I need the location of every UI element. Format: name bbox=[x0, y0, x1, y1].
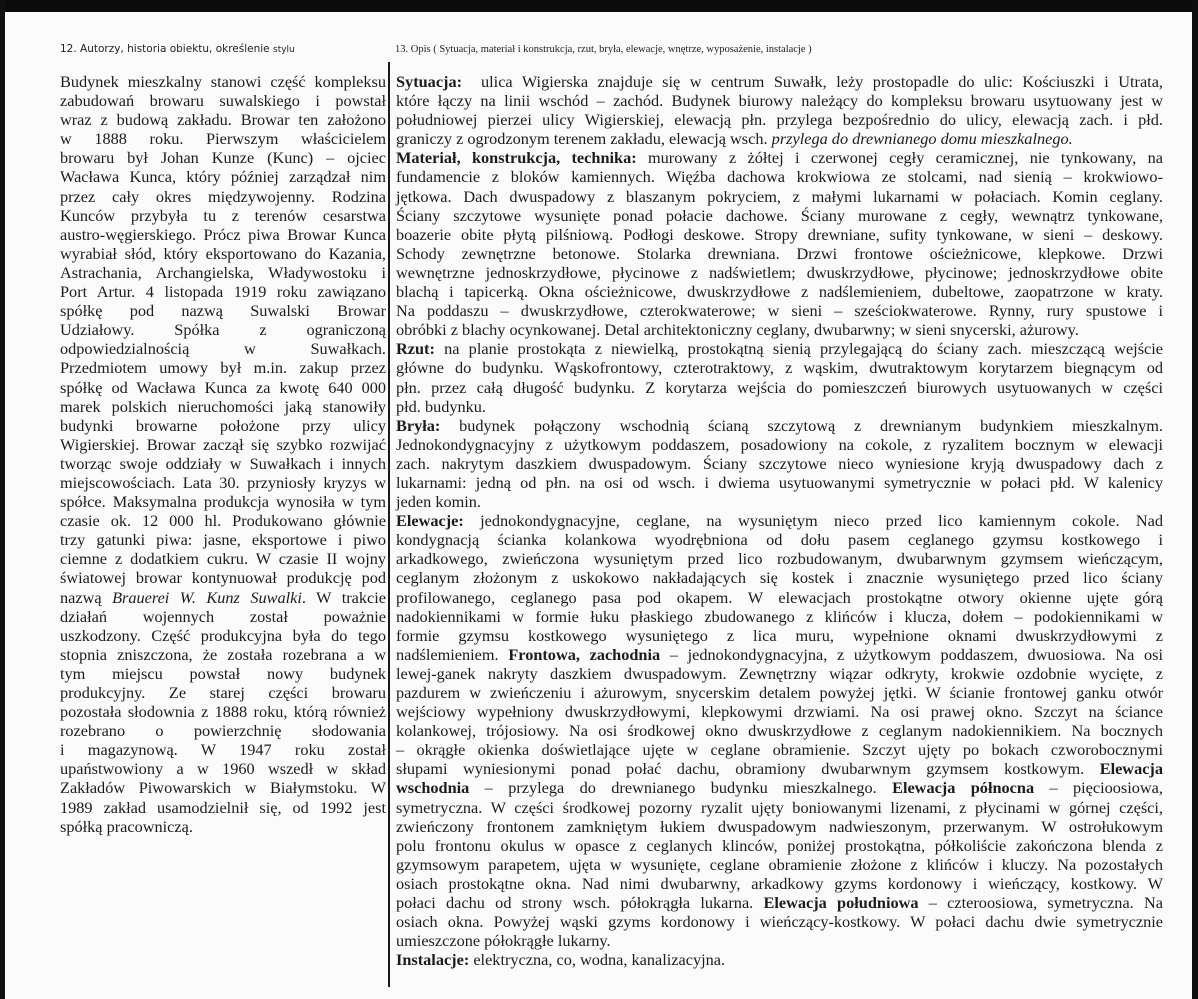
text-line: spółkę od Wacława Kunca za kwotę 640 000 bbox=[60, 377, 386, 397]
elewacje-label: Elewacje: bbox=[396, 511, 464, 531]
text-line: w 1888 roku. Pierwszym właścicielem bbox=[60, 129, 386, 149]
text-fragment-italic: przylega do drewnianego domu mieszkalnego. bbox=[771, 129, 1073, 149]
section-13-heading: 13. Opis ( Sytuacja, materiał i konstrukcja, rzut, bryła, elewacje, wnętrze, wyposażenie, instalacje ) bbox=[395, 44, 812, 55]
material-line bbox=[396, 148, 1163, 167]
history-line-italic bbox=[60, 588, 386, 607]
poludniowa-label: Elewacja południowa bbox=[763, 893, 919, 913]
text-line: trzy gatunki piwa: jasne, eksportowe i piwo bbox=[60, 530, 386, 550]
bryla-line bbox=[396, 416, 1163, 435]
text-fragment: elektryczna, co, wodna, kanalizacyjna. bbox=[473, 950, 726, 970]
text-fragment: – czteroosiowa, symetryczna. Na bbox=[918, 893, 1163, 913]
text-line: zabudowań browaru suwalskiego i powstał bbox=[60, 91, 386, 111]
text-line: gzymsowym parapetem, ujęta w wysunięte, ceglane obramienie złożone z klińców i kluczy. Na pozostałych bbox=[396, 854, 1163, 874]
description-column bbox=[396, 72, 1163, 969]
rzut-line bbox=[396, 339, 1163, 358]
material-text bbox=[396, 167, 1163, 339]
text-fragment: połaci dachu od strony wsch. półokrągła lukarna. bbox=[396, 893, 764, 913]
text-line: jeden komin. bbox=[396, 492, 482, 512]
text-line: symetryczna. W części środkowej pozorny ryzalit ujęty boniowanymi lizenami, z płycinami w górnej części, bbox=[396, 797, 1163, 817]
instalacje-line bbox=[396, 950, 1163, 969]
text-line: pozostała słodownia z 1888 roku, którą również bbox=[60, 702, 386, 722]
bryla-text bbox=[396, 435, 1163, 511]
text-line: budynki browarne położone przy ulicy bbox=[60, 415, 386, 435]
text-line: Port Artur. 4 listopada 1919 roku zawiązano bbox=[60, 282, 386, 302]
text-line: kolankowej, trójosiowy. Na osi środkowej okno dwuskrzydłowe z ceglanym nadokiennikiem. Na bocznych bbox=[396, 721, 1163, 741]
text-line: Wacława Kunca, który później zarządzał nim bbox=[60, 167, 386, 187]
text-fragment: – pięcioosiowa, bbox=[1034, 778, 1163, 798]
sytuacja-line bbox=[396, 72, 1163, 91]
text-line: odpowiedzialnością w Suwałkach. bbox=[60, 339, 386, 359]
text-line: ciemne z dodatkiem cukru. W czasie II wojny bbox=[60, 549, 386, 569]
text-line: marek polskich nieruchomości jaką stanowiły bbox=[60, 396, 386, 416]
text-line: Kunców przybyła tu z terenów cesarstwa bbox=[60, 205, 386, 225]
text-line: wewnętrzne jednoskrzydłowe, płycinowe z nadświetlem; dwuskrzydłowe, płycinowe; jednoskrzydłowe obite bbox=[396, 262, 1163, 282]
wschodnia-line-b bbox=[396, 778, 1163, 797]
text-line: umieszczone półokrągłe lukarny. bbox=[396, 931, 611, 951]
text-line: stopnia zniszczona, że została rozebrana a w bbox=[60, 644, 386, 664]
text-fragment: . W trakcie bbox=[301, 587, 387, 607]
frontowa-line bbox=[396, 645, 1163, 664]
elewacje-text-3 bbox=[396, 798, 1163, 893]
text-line: spółce. Maksymalna produkcja wynosiła w tym bbox=[60, 492, 386, 512]
text-line: wraz z budową zakładu. Browar ten założono bbox=[60, 110, 386, 130]
text-line: blachą i tapicerką. Okna ościeżnicowe, dwuskrzydłowe z nadślemieniem, dubeltowe, zaopatrzone w kraty. bbox=[396, 282, 1163, 302]
poludniowa-line bbox=[396, 893, 1163, 912]
text-line: Astrachania, Archangielska, Władywostoku i bbox=[60, 262, 386, 282]
scan-border-right bbox=[1192, 0, 1198, 999]
wschodnia-label-cont: wschodnia bbox=[396, 778, 470, 798]
text-line: czasie ok. 12 000 hl. Produkowano głównie bbox=[60, 511, 386, 531]
text-line: zwieńczony frontonem zamkniętym łukiem dwuspadowym nadwieszonym, przerwanym. W ostrołukowym bbox=[396, 816, 1163, 836]
text-line: pazdurem w zwieńczeniu i ażurowym, snycerskim detalem powyżej jętki. W ścianie frontowej ganku otwór bbox=[396, 683, 1163, 702]
text-line bbox=[396, 129, 1163, 148]
text-line: jętkowa. Dach dwuspadowy z blaszanym pokryciem, z małymi lukarnami w połaciach. Komin ceglany. bbox=[396, 186, 1163, 206]
text-line: Budynek mieszkalny stanowi część kompleksu bbox=[60, 72, 386, 91]
text-line: Zakładów Piwowarskich w Białymstoku. W bbox=[60, 778, 386, 798]
text-fragment: – przylega do drewnianego budynku mieszkalnego. bbox=[469, 778, 893, 798]
elewacje-line bbox=[396, 511, 1163, 530]
text-fragment: ulica Wigierska znajduje się w centrum Suwałk, leży prostopadle do ulic: Kościuszki i Utrata, bbox=[481, 72, 1164, 91]
history-text bbox=[60, 72, 386, 588]
text-line: rozebrano o powierzchnię słodowania bbox=[60, 721, 386, 741]
text-line: przez cały okres międzywojenny. Rodzina bbox=[60, 186, 386, 206]
text-line: ceglanym złożonym z uskokowo nakładających się kostek i znacznie wysuniętego przed lico ściany bbox=[396, 568, 1163, 588]
text-line: i magazynową. W 1947 roku został bbox=[60, 740, 386, 760]
text-line: produkcyjny. Ze starej części browaru bbox=[60, 683, 386, 702]
history-text-continued bbox=[60, 607, 386, 836]
text-line: upaństwowiony a w 1960 wszedł w skład bbox=[60, 759, 386, 779]
text-line: Udziałowy. Spółka z ograniczoną bbox=[60, 320, 386, 340]
frontowa-label: Frontowa, zachodnia bbox=[508, 644, 661, 664]
text-fragment: murowany z żółtej i czerwonej cegły ceramicznej, nie tynkowany, na bbox=[647, 148, 1164, 168]
text-line: południowej pierzei ulicy Wigierskiej, elewacją płn. przylega bezpośrednio do ulicy, elewacją zach. i płd. bbox=[396, 110, 1163, 130]
bryla-label: Bryła: bbox=[396, 415, 441, 435]
text-line: Schody zewnętrzne betonowe. Stolarka drewniana. Drzwi frontowe ościeżnicowe, klepkowe. Drzwi bbox=[396, 243, 1163, 263]
text-line: browaru był Johan Kunze (Kunc) – ojciec bbox=[60, 148, 386, 168]
text-line: miejscowościach. Lata 30. przyniosły kryzys w bbox=[60, 472, 386, 492]
text-line: wyrabiał słód, który eksportowano do Kazania, bbox=[60, 243, 386, 263]
text-line: Ściany szczytowe wysunięte ponad połacie dachowe. Ściany murowane z cegły, wewnątrz tynkowane, bbox=[396, 205, 1163, 225]
text-line: zach. nakrytym daszkiem dwuspadowym. Ściany szczytowe nieco wyniesione kryją dwuspadowy dach z bbox=[396, 453, 1163, 473]
history-column bbox=[60, 72, 386, 836]
text-fragment: słupami wyniesionymi ponad połać dachu, obramiony dwubarwnym gzymsem kostkowym. bbox=[396, 759, 1100, 779]
text-line: fundamencie z bloków kamiennych. Więźba dachowa krokwiowa ze stolcami, nad sienią – krokwiowo- bbox=[396, 167, 1163, 187]
text-line: płn. przez całą długość budynku. Z korytarza wejścia do pomieszczeń biurowych usytuowanych w części bbox=[396, 377, 1163, 397]
rzut-text bbox=[396, 358, 1163, 415]
text-line: działań wojennych został poważnie bbox=[60, 606, 386, 626]
material-label: Materiał, konstrukcja, technika: bbox=[396, 148, 637, 168]
text-fragment: jednokondygnacyjne, ceglane, na wysuniętym nieco przed lico kamiennym cokole. Nad bbox=[480, 511, 1163, 531]
section-12-title: 12. Autorzy, historia obiektu, określenie bbox=[60, 43, 270, 55]
brewery-wartime-name: Brauerei W. Kunz Suwalki bbox=[112, 587, 302, 607]
text-line: spółkę pod nazwą Suwalski Browar bbox=[60, 301, 386, 321]
scan-border-top bbox=[0, 0, 1198, 12]
wschodnia-label: Elewacja bbox=[1099, 759, 1163, 779]
text-fragment: na planie prostokąta z niewielką, prostokątną sienią przylegającą do ściany zach. mieszczącą wejście bbox=[444, 339, 1164, 359]
text-line: profilowanego, ceglanego pasa pod okapem. W elewacjach prostokątne otwory okienne ujęte górą bbox=[396, 587, 1163, 607]
text-line: austro-węgierskiego. Prócz piwa Browar Kunca bbox=[60, 224, 386, 244]
text-line: polu frontonu okulus w opasce z ceglanych klinców, poniżej prostokątna, półkoliście zakończona blenda z bbox=[396, 835, 1163, 855]
text-line: płd. budynku. bbox=[396, 396, 487, 416]
text-line: Jednokondygnacyjny z użytkowym poddaszem, posadowiony na cokole, z ryzalitem bocznym w elewacji bbox=[396, 434, 1163, 454]
text-line: wejściowy wypełniony dwuskrzydłowymi, klepkowymi drzwiami. Na osi prawej okno. Szczyt na ściance bbox=[396, 702, 1163, 722]
elewacje-text-2 bbox=[396, 664, 1163, 759]
text-line: 1989 zakład usamodzielnił się, od 1992 jest bbox=[60, 797, 386, 817]
text-line: osiach prostokątne okna. Nad nimi dwubarwny, arkadkowy gzyms kordonowy i wieńczący, kostkowy. W bbox=[396, 873, 1163, 893]
text-line: główne do budynku. Wąskofrontowy, czterotraktowy, z wąskim, dwutraktowym korytarzem biegnącym od bbox=[396, 358, 1163, 378]
text-line: które łączy na linii wschód – zachód. Budynek biurowy należący do kompleksu browaru usytuowany jest w bbox=[396, 91, 1163, 111]
text-line: Na poddaszu – dwuskrzydłowe, czterokwaterowe; w sieni – sześciokwaterowe. Rynny, rury spustowe i bbox=[396, 301, 1163, 321]
text-line: nadokiennikami w formie łuku płaskiego zbudowanego z klińców i klucza, dołem – podokiennikami w bbox=[396, 606, 1163, 626]
section-12-title-suffix: stylu bbox=[273, 45, 295, 55]
sytuacja-label: Sytuacja: bbox=[396, 72, 463, 91]
text-line: Przedmiotem umowy był m.in. zakup przez bbox=[60, 358, 386, 378]
text-fragment: graniczy z ogrodzonym terenem zakładu, elewacją wsch. bbox=[396, 129, 768, 149]
text-line: boazerie obite płytą pilśniową. Podłogi deskowe. Stropy drewniane, sufity tynkowane, w sieni – deskowy. bbox=[396, 224, 1163, 244]
text-line: kondygnacją ścianka kolankowa wyodrębniona od dołu pasem ceglanego gzymsu kostkowego i bbox=[396, 530, 1163, 550]
elewacje-text-4 bbox=[396, 912, 1163, 950]
text-line: arkadkowego, zwieńczona wysuniętym przed lico rozbudowanym, dwubarwnym gzymsem wieńczącym, bbox=[396, 549, 1163, 569]
column-divider bbox=[388, 62, 390, 987]
text-fragment: nadślemieniem. bbox=[396, 644, 509, 664]
text-fragment: – jednokondygnacyjna, z użytkowym poddaszem, dwuosiowa. Na osi bbox=[660, 644, 1164, 664]
text-line: lukarnami: jedną od płn. na osi od wsch. i dwiema usytuowanymi symetrycznie w połaci płd. W kalenicy bbox=[396, 472, 1163, 492]
instalacje-label: Instalacje: bbox=[396, 950, 470, 970]
wschodnia-line-a bbox=[396, 759, 1163, 778]
text-line: tym miejscu powstał nowy budynek bbox=[60, 663, 386, 683]
text-line: – okrągłe okienka doświetlające ujęte w ceglane obramienie. Szczyt ujęty po bokach czworobocznymi bbox=[396, 740, 1163, 760]
scan-border-left bbox=[0, 0, 5, 999]
text-line: tworząc swoje oddziały w Suwałkach i innych bbox=[60, 453, 386, 473]
text-line: światowej browar kontynuował produkcję pod bbox=[60, 568, 386, 588]
text-line: lewej-ganek nakryty daszkiem dwuspadowym. Zewnętrzny wiązar odkryty, krokwie ozdobnie wycięte, z bbox=[396, 663, 1163, 683]
text-line: obróbki z blachy ocynkowanej. Detal architektoniczny ceglany, dwubarwny; w sieni snycerski, ażurowy. bbox=[396, 320, 1079, 340]
text-line: uszkodzony. Część produkcyjna była do tego bbox=[60, 625, 386, 645]
text-line: spółką pracowniczą. bbox=[60, 816, 193, 836]
polnocna-label: Elewacja północna bbox=[892, 778, 1035, 798]
text-fragment: budynek połączony wschodnią ścianą szczytową z drewnianym budynkiem mieszkalnym. bbox=[459, 415, 1163, 435]
text-fragment: nazwą bbox=[60, 587, 113, 607]
text-line: osiach okna. Powyżej wąski gzyms kordonowy i wieńczący-kostkowy. W połaci dachu dwie symetrycznie bbox=[396, 912, 1163, 932]
text-line: Wigierskiej. Browar zaczął się szybko rozwijać bbox=[60, 434, 386, 454]
rzut-label: Rzut: bbox=[396, 339, 435, 359]
section-12-heading bbox=[60, 43, 295, 55]
elewacje-text bbox=[396, 530, 1163, 645]
text-line: formie gzymsu kostkowego wysuniętego z lica muru, wypełnione oknami dwuskrzydłowymi z bbox=[396, 625, 1163, 645]
